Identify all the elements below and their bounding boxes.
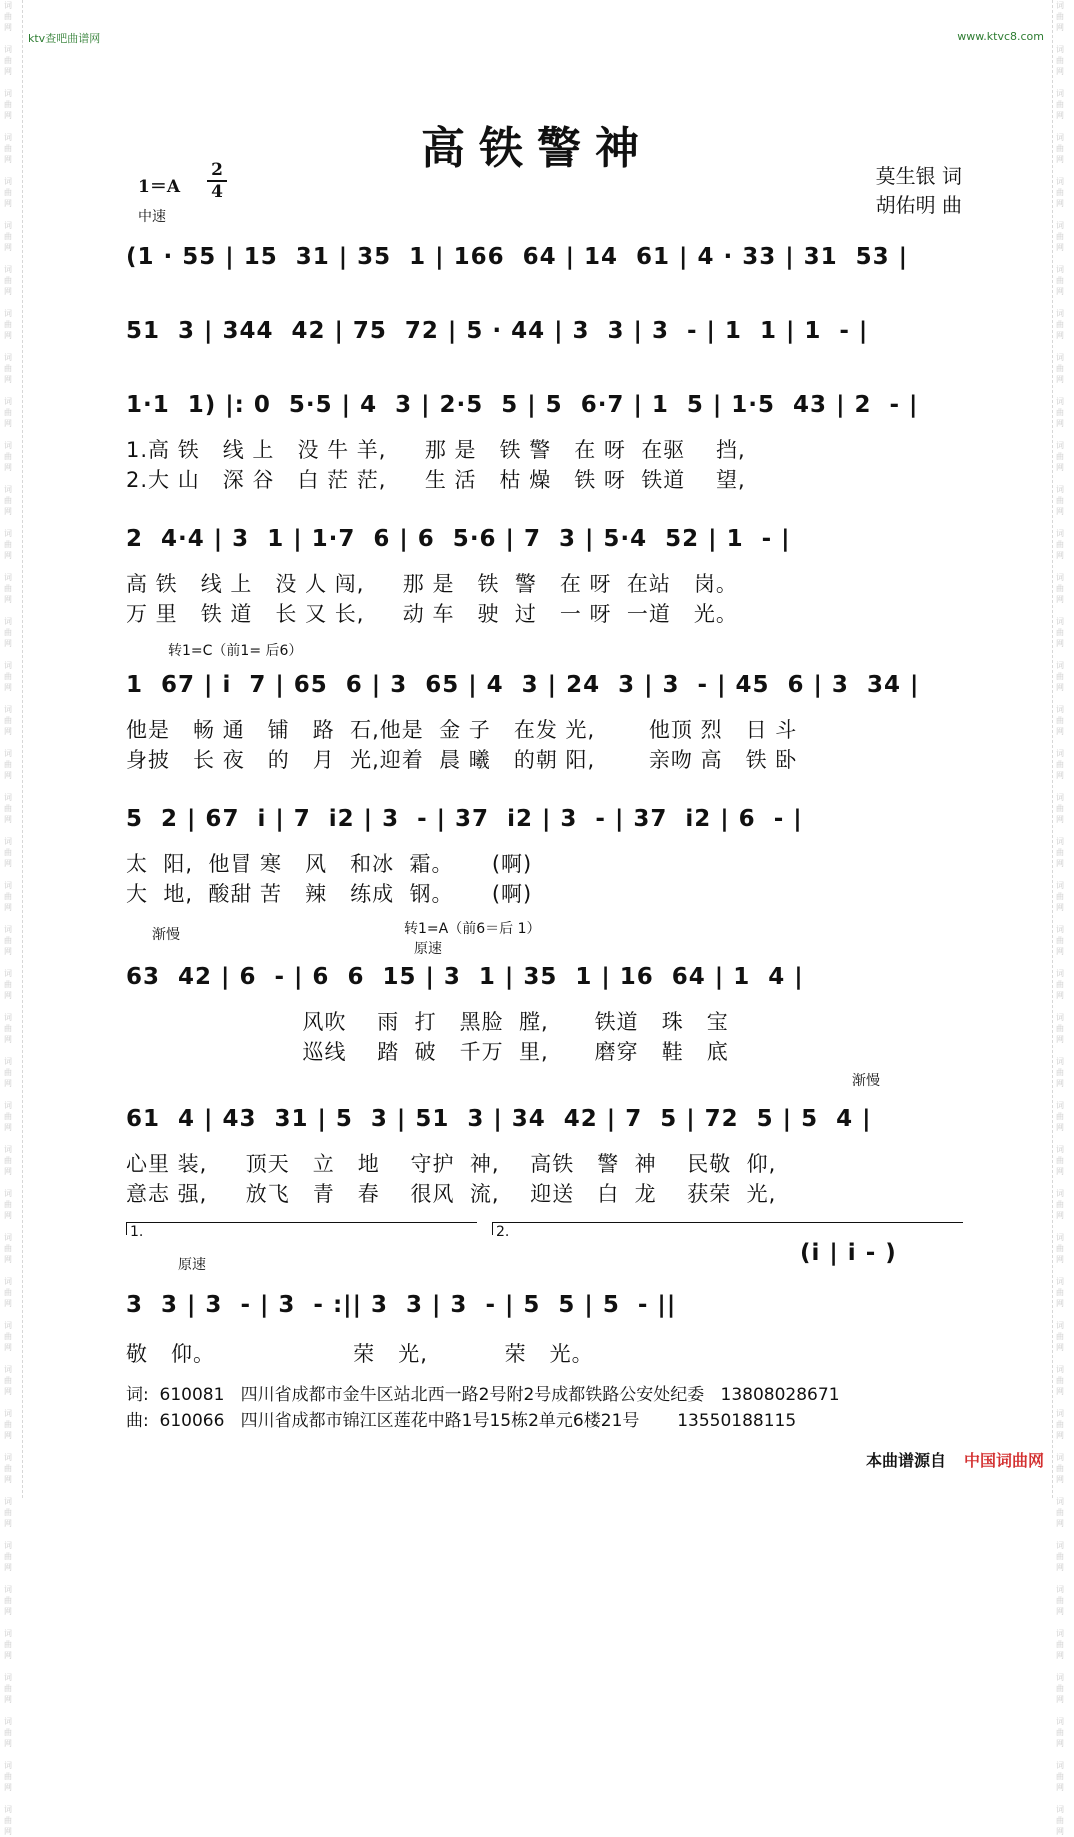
ritardando-marking-2: 渐慢	[852, 1073, 880, 1089]
volta-2-bracket	[492, 1222, 963, 1235]
source-credit	[866, 1448, 1044, 1471]
notation-row-2: 51 3 | 344 42 | 75 72 | 5 · 44 | 3 3 | 3 - | 1 1 | 1 - |	[126, 318, 869, 344]
volta-2-label: 2.	[496, 1224, 510, 1240]
footer-lyricist-phone: 13808028671	[720, 1385, 840, 1405]
credits	[876, 162, 962, 220]
lyrics-row-4-verse-1: 高 铁 线 上 没 人 闯, 那 是 铁 警 在 呀 在站 岗。	[126, 572, 738, 596]
lyrics-row-8-verse-2: 意志 强, 放飞 青 春 很风 流, 迎送 白 龙 获荣 光,	[126, 1182, 777, 1206]
source-brand-link[interactable]: 中国词曲网	[963, 1451, 1044, 1470]
source-prefix: 本曲谱源自	[865, 1451, 946, 1470]
lyrics-row-3-verse-2: 2.大 山 深 谷 白 茫 茫, 生 活 枯 燥 铁 呀 铁道 望,	[126, 468, 746, 492]
song-title: 高铁警神	[421, 123, 653, 174]
meter-top: 2	[211, 160, 223, 180]
footer-lyricist-label: 词:	[126, 1385, 149, 1405]
lyrics-row-7-verse-2: 巡线 踏 破 千万 里, 磨穿 鞋 底	[126, 1040, 729, 1064]
modulation-marking-1: 转1=C（前1= 后6）	[168, 643, 303, 659]
footer-composer-phone: 13550188115	[677, 1411, 797, 1431]
footer-composer-zip: 610066	[159, 1411, 225, 1431]
footer-composer-contact	[126, 1406, 796, 1431]
footer-lyricist-contact	[126, 1380, 840, 1405]
notation-row-3: 1·1 1) |: 0 5·5 | 4 3 | 2·5 5 | 5 6·7 | 1 5 | 1·5 43 | 2 - |	[126, 392, 919, 418]
lyrics-row-5-verse-2: 身披 长 夜 的 月 光,迎着 晨 曦 的朝 阳, 亲吻 高 铁 卧	[126, 748, 798, 772]
footer-lyricist-zip: 610081	[159, 1385, 225, 1405]
notation-row-1: (1 · 55 | 15 31 | 35 1 | 166 64 | 14 61 | 4 · 33 | 31 53 |	[126, 244, 909, 270]
lyrics-row-8-verse-1: 心里 装, 顶天 立 地 守护 神, 高铁 警 神 民敬 仰,	[126, 1152, 777, 1176]
composer-credit: 胡佑明 曲	[875, 193, 962, 217]
footer-composer-label: 曲:	[126, 1411, 149, 1431]
lyrics-row-6-verse-1: 太 阳, 他冒 寒 风 和冰 霜。 (啊)	[126, 852, 533, 876]
site-right-label[interactable]: www.ktvc8.com	[957, 30, 1044, 43]
lyrics-row-3-verse-1: 1.高 铁 线 上 没 牛 羊, 那 是 铁 警 在 呀 在驱 挡,	[126, 438, 746, 462]
notation-row-7: 63 42 | 6 - | 6 6 15 | 3 1 | 35 1 | 16 64 | 1 4 |	[126, 964, 804, 990]
key-signature: 1＝A	[138, 177, 181, 197]
lyrics-row-9: 敬 仰。 荣 光, 荣 光。	[126, 1342, 594, 1366]
notation-row-4: 2 4·4 | 3 1 | 1·7 6 | 6 5·6 | 7 3 | 5·4 52 | 1 - |	[126, 526, 791, 552]
lyricist-credit: 莫生银 词	[875, 164, 962, 188]
a-tempo-marking-1: 原速	[414, 941, 442, 957]
right-guide-line	[1052, 0, 1053, 1498]
modulation-marking-2: 转1=A（前6＝后 1）	[404, 921, 541, 937]
volta-1-label: 1.	[130, 1224, 144, 1240]
tempo-marking: 中速	[138, 209, 166, 225]
time-signature	[207, 160, 227, 202]
ritardando-marking-1: 渐慢	[152, 927, 180, 943]
coda-notation: (i | i - )	[800, 1240, 897, 1266]
lyrics-row-6-verse-2: 大 地, 酸甜 苦 辣 练成 钢。 (啊)	[126, 882, 533, 906]
notation-row-8: 61 4 | 43 31 | 5 3 | 51 3 | 34 42 | 7 5 | 72 5 | 5 4 |	[126, 1106, 872, 1132]
a-tempo-marking-2: 原速	[178, 1257, 206, 1273]
lyrics-row-7-verse-1: 风吹 雨 打 黑脸 膛, 铁道 珠 宝	[126, 1010, 729, 1034]
notation-row-6: 5 2 | 67 i | 7 i2 | 3 - | 37 i2 | 3 - | 37 i2 | 6 - |	[126, 806, 803, 832]
left-guide-line	[22, 0, 23, 1498]
left-watermark: 词 曲 网 词 曲 网 词 曲 网 词 曲 网 词 曲 网 词 曲 网 词 曲 网 词 曲 网 词 曲 网 词 曲 网 词 曲 网 词 曲 网 词 曲 网 词 曲 网 词 曲 网 词 曲 网 词 曲 网 词 曲 网 词 曲 网 词 曲 网 词 曲 网 词 曲 网 词 曲 网 词 曲 网 词 曲 网 词 曲 网 词 曲 网 词 曲 网 词 曲 网 词 曲 网 词 曲 网 词 曲 网 词 曲 网 词 曲 网 词 曲 网 词 曲 网 词 曲 网 词 曲 网 词 曲 网 词 曲 网 词 曲 网 词 曲 网	[4, 1, 12, 1836]
footer-composer-address: 四川省成都市锦江区莲花中路1号15栋2单元6楼21号	[240, 1411, 640, 1431]
footer-lyricist-address: 四川省成都市金牛区站北西一路2号附2号成都铁路公安处纪委	[240, 1385, 705, 1405]
lyrics-row-4-verse-2: 万 里 铁 道 长 又 长, 动 车 驶 过 一 呀 一道 光。	[126, 602, 738, 626]
volta-1-bracket	[126, 1222, 477, 1235]
site-left-label[interactable]: ktv查吧曲谱网	[28, 32, 101, 45]
right-watermark: 词 曲 网 词 曲 网 词 曲 网 词 曲 网 词 曲 网 词 曲 网 词 曲 网 词 曲 网 词 曲 网 词 曲 网 词 曲 网 词 曲 网 词 曲 网 词 曲 网 词 曲 网 词 曲 网 词 曲 网 词 曲 网 词 曲 网 词 曲 网 词 曲 网 词 曲 网 词 曲 网 词 曲 网 词 曲 网 词 曲 网 词 曲 网 词 曲 网 词 曲 网 词 曲 网 词 曲 网 词 曲 网 词 曲 网 词 曲 网 词 曲 网 词 曲 网 词 曲 网 词 曲 网 词 曲 网 词 曲 网 词 曲 网 词 曲 网	[1056, 1, 1064, 1836]
meter-bottom: 4	[211, 182, 223, 202]
lyrics-row-5-verse-1: 他是 畅 通 铺 路 石,他是 金 子 在发 光, 他顶 烈 日 斗	[126, 718, 798, 742]
notation-row-9: 3 3 | 3 - | 3 - :|| 3 3 | 3 - | 5 5 | 5 - ||	[126, 1292, 677, 1318]
notation-row-5: 1 67 | i 7 | 65 6 | 3 65 | 4 3 | 24 3 | 3 - | 45 6 | 3 34 |	[126, 672, 920, 698]
